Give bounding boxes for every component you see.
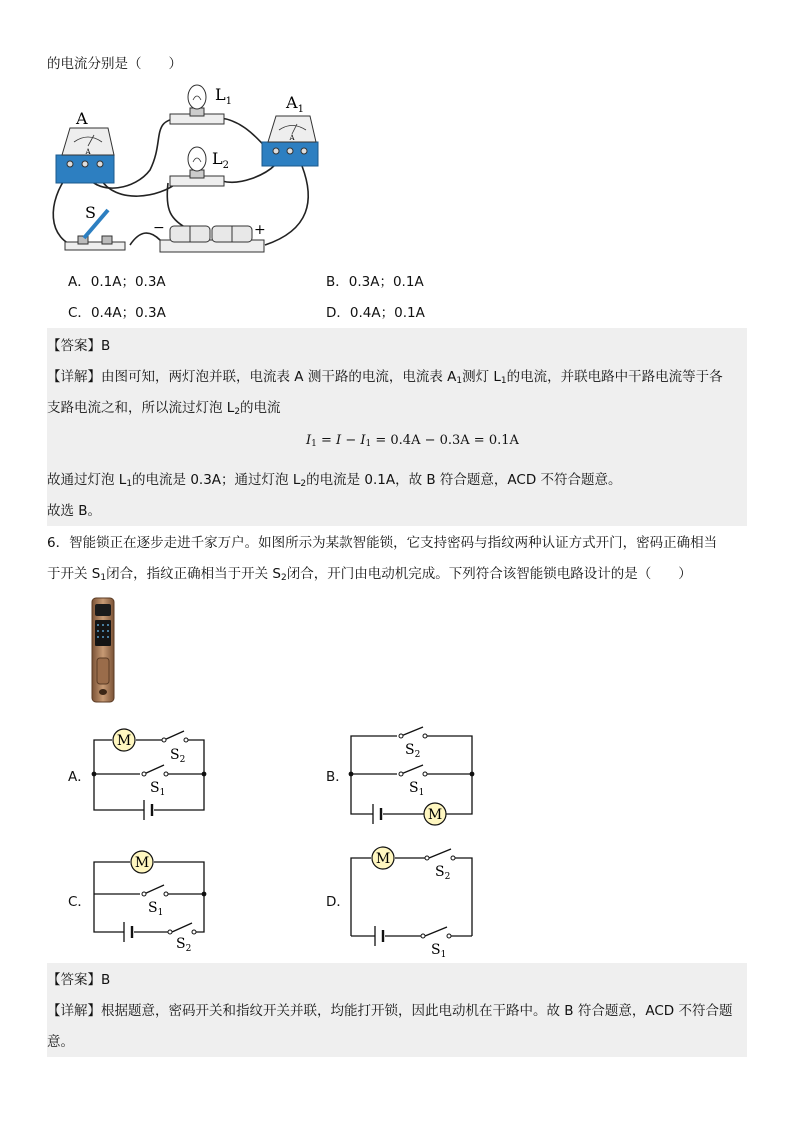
bulb-l2-label: $L_2$ (212, 149, 229, 171)
switch-label: $S_2$ (405, 742, 421, 760)
switch-label: $S_1$ (431, 942, 447, 960)
q5-stem-tail: 的电流分别是（ ） (47, 56, 182, 72)
svg-text:M: M (134, 855, 150, 871)
q5-detail-line-3: 故通过灯泡 $L_1$的电流是 0.3A；通过灯泡 $L_2$的电流是 0.1A，故 B 符合题意，ACD 不符合题意。 (47, 472, 622, 489)
q5-option-d[interactable]: D．0.4A；0.1A (326, 305, 425, 321)
q6-answer: 【答案】B (47, 972, 111, 988)
switch-label: $S_1$ (148, 900, 164, 918)
ammeter-a1-label: $A_1$ (286, 93, 304, 115)
q6-option-c-label[interactable]: C． (68, 894, 91, 910)
q6-option-a-label[interactable]: A． (68, 769, 91, 785)
q6-option-a-circuit[interactable] (88, 726, 213, 821)
ammeter-a-dial-label: A (85, 148, 91, 156)
q5-detail-line-2: 支路电流之和，所以流过灯泡 $L_2$的电流 (47, 400, 281, 417)
ammeter-a1-dial-label: A (289, 134, 295, 142)
q5-formula: $I_1 = I - I_1 = 0.4A - 0.3A = 0.1A$ (306, 433, 519, 449)
q6-option-d-circuit[interactable] (345, 842, 480, 960)
q6-option-d-label[interactable]: D． (326, 894, 350, 910)
battery-minus-label: − (153, 220, 165, 236)
svg-text:M: M (116, 733, 132, 749)
q5-option-c[interactable]: C．0.4A；0.3A (68, 305, 166, 321)
q5-option-b[interactable]: B．0.3A；0.1A (326, 274, 424, 290)
switch-label: $S_2$ (170, 747, 186, 765)
switch-label: $S_1$ (409, 780, 425, 798)
q5-answer-panel (47, 328, 747, 526)
q6-stem-line-2: 于开关 $S_1$闭合，指纹正确相当于开关 $S_2$闭合，开门由电动机完成。下列符合该智能锁电路设计的是（ ） (47, 566, 692, 583)
battery-plus-label: + (254, 222, 266, 238)
switch-label: $S_2$ (435, 864, 451, 882)
ammeter-a-label: A (76, 109, 88, 128)
q5-detail-line-1: 【详解】由图可知，两灯泡并联，电流表 A 测干路的电流，电流表 $A_1$测灯 $L_1$的电流，并联电路中干路电流等于各 (47, 369, 723, 386)
q5-answer: 【答案】B (47, 338, 111, 354)
q5-circuit-figure (40, 80, 340, 265)
switch-label: $S_1$ (150, 780, 166, 798)
q6-option-b-circuit[interactable] (345, 722, 480, 832)
smart-lock-image (84, 596, 120, 704)
ammeter-a1-icon (262, 116, 318, 166)
ammeter-a-icon (56, 128, 114, 183)
svg-text:M: M (375, 851, 391, 867)
battery-icon (160, 226, 264, 252)
q6-option-c-circuit[interactable] (88, 848, 213, 953)
svg-text:M: M (427, 807, 443, 823)
q6-detail-line-1: 【详解】根据题意，密码开关和指纹开关并联，均能打开锁，因此电动机在干路中。故 B 符合题意，ACD 不符合题 (47, 1003, 733, 1019)
q6-option-b-label[interactable]: B． (326, 769, 349, 785)
q6-stem-line-1: 6．智能锁正在逐步走进千家万户。如图所示为某款智能锁，它支持密码与指纹两种认证方式开门，密码正确相当 (47, 535, 718, 551)
bulb-l1-label: $L_1$ (215, 85, 232, 107)
switch-s-label: S (85, 203, 96, 222)
q6-detail-line-2: 意。 (47, 1034, 74, 1050)
switch-label: $S_2$ (176, 936, 192, 953)
q5-option-a[interactable]: A．0.1A；0.3A (68, 274, 166, 290)
q5-detail-line-4: 故选 B。 (47, 503, 102, 519)
